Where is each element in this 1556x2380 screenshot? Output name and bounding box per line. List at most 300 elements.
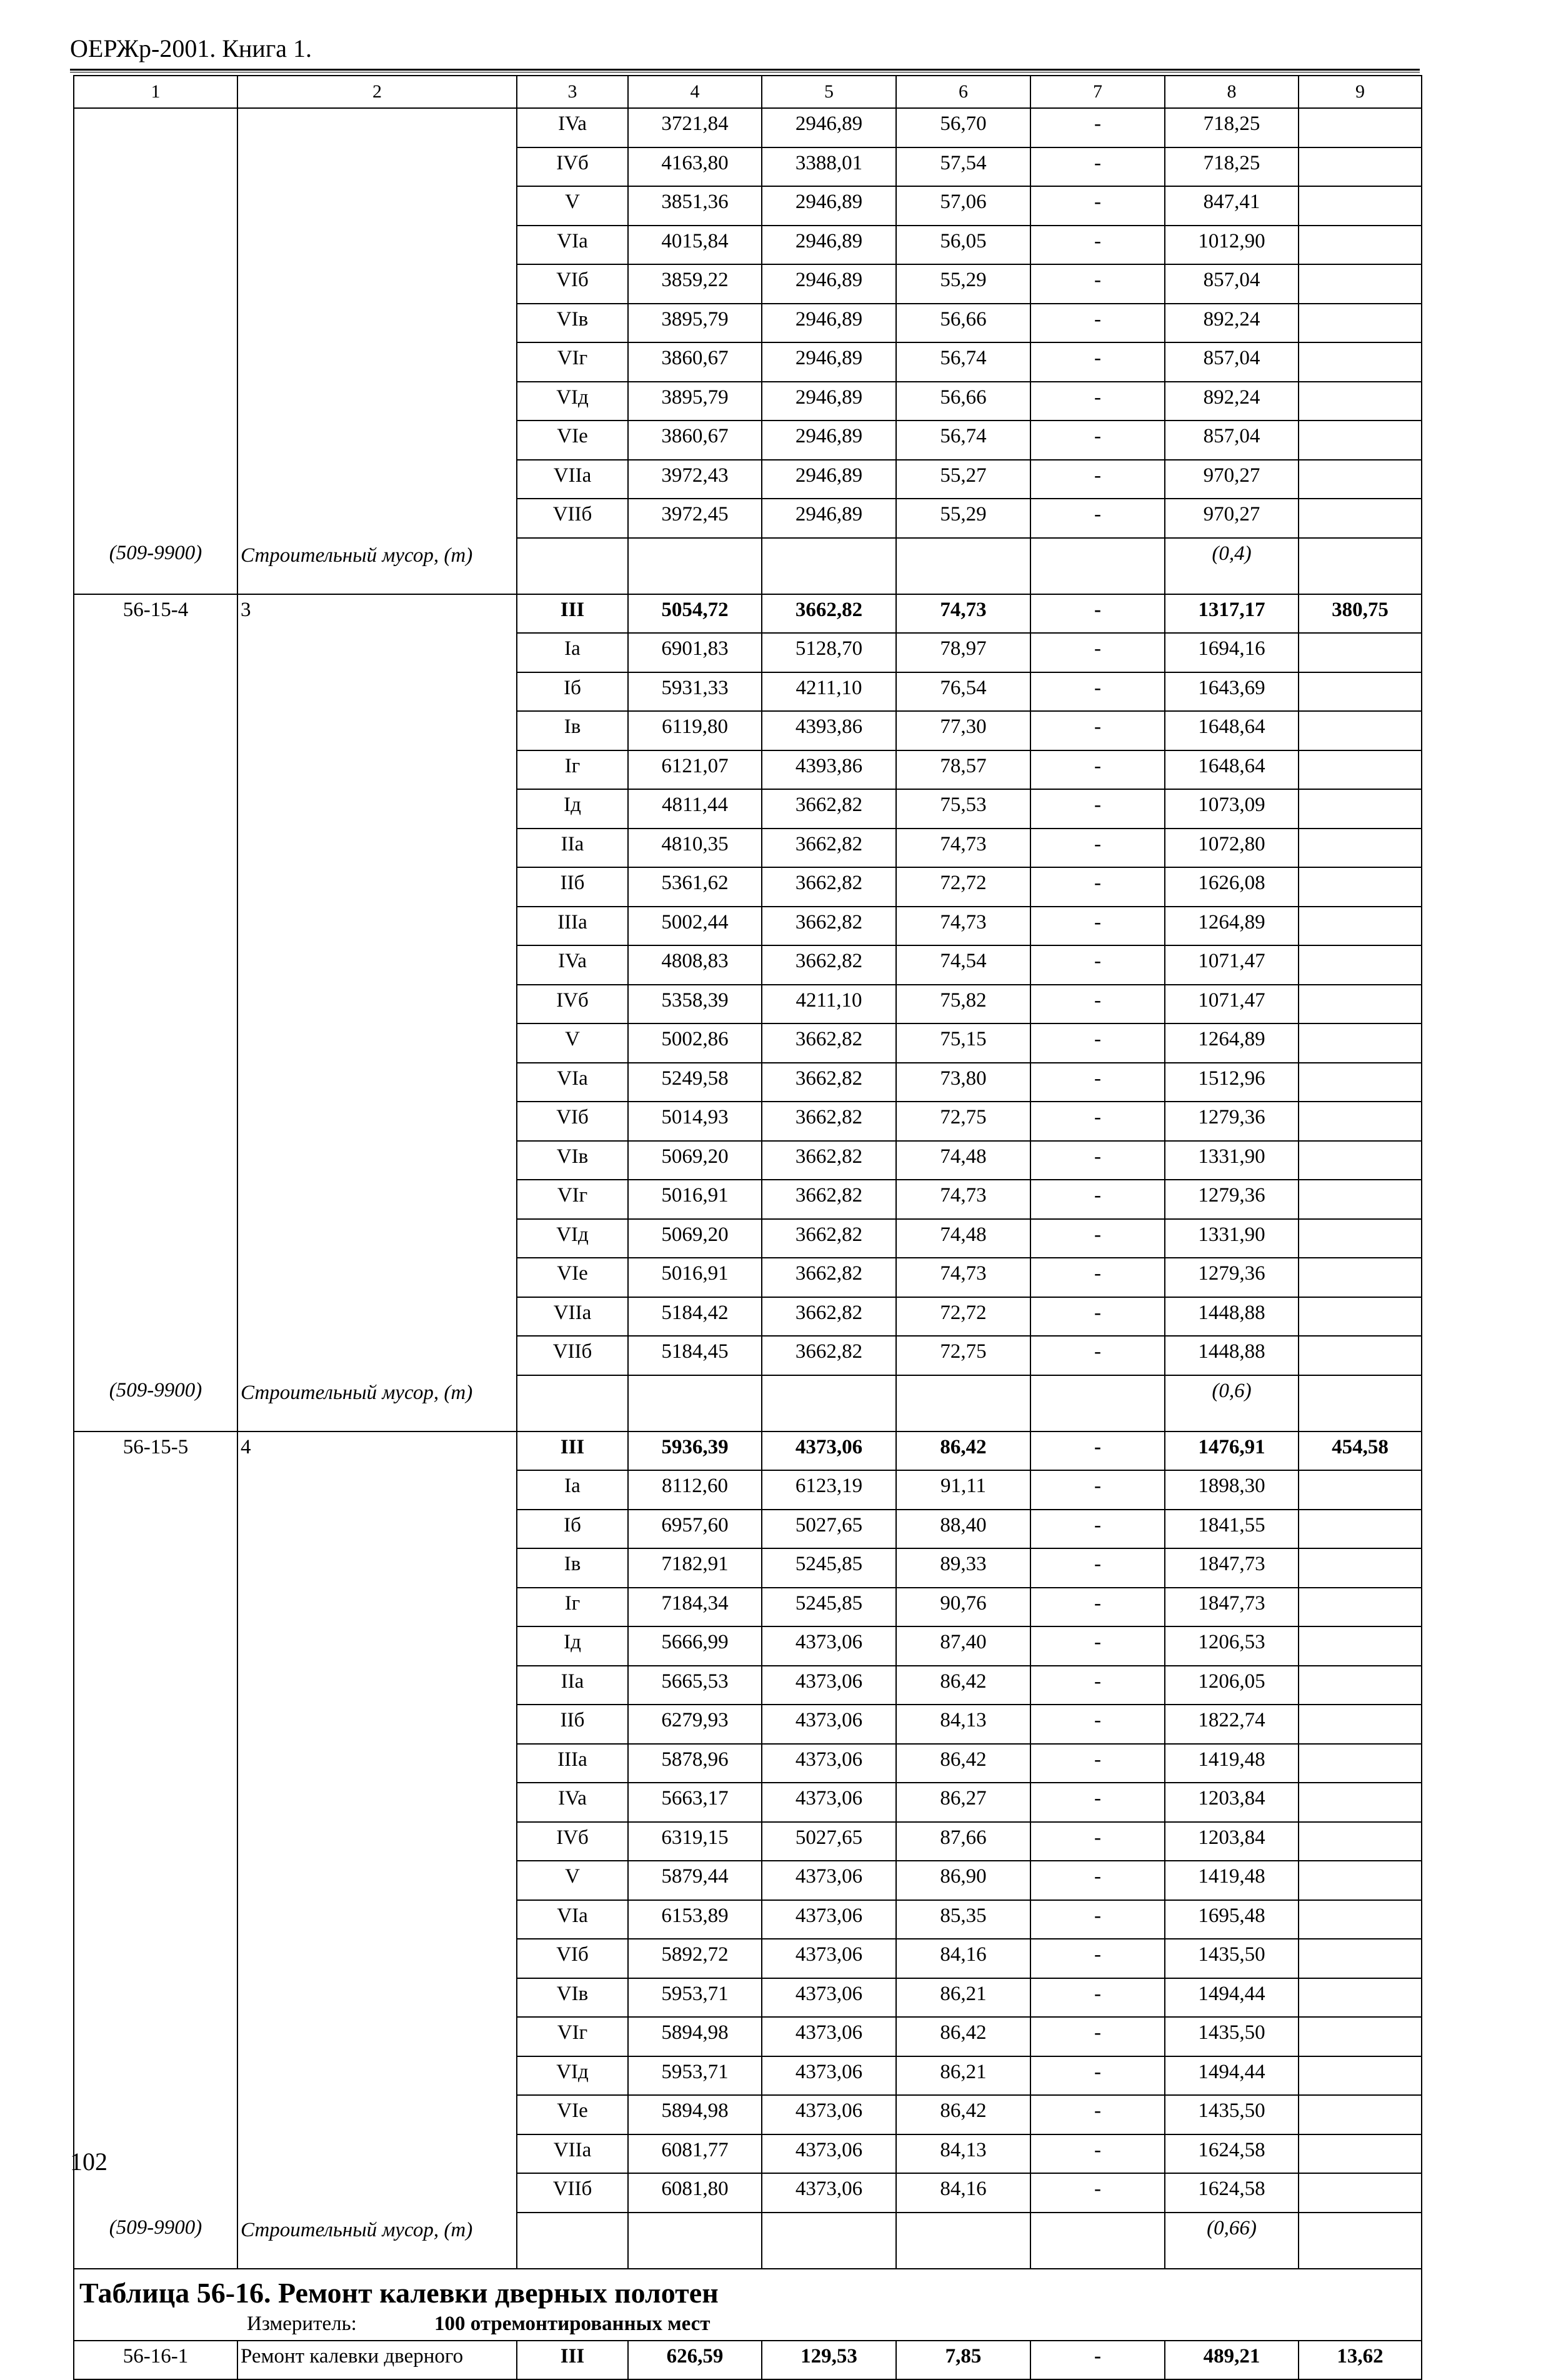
category-cell: Iг <box>517 1588 628 1627</box>
drivers-wages-cell: - <box>1030 2017 1165 2056</box>
rate-row <box>74 2017 1422 2056</box>
wages-cell: 129,53 <box>762 2341 896 2379</box>
total-cost-cell: 5879,44 <box>628 1861 762 1900</box>
wages-cell: 4373,06 <box>762 2017 896 2056</box>
total-cost-cell: 3851,36 <box>628 186 762 226</box>
column-number: 3 <box>517 76 628 108</box>
drivers-wages-cell: - <box>1030 829 1165 868</box>
machines-cell: 72,72 <box>896 867 1030 907</box>
materials-cell: 1494,44 <box>1165 2056 1299 2096</box>
machines-cell: 86,42 <box>896 2095 1030 2134</box>
category-cell: VIe <box>517 1258 628 1297</box>
category-cell: IIб <box>517 867 628 907</box>
wages-cell: 2946,89 <box>762 499 896 538</box>
labor-cell <box>1299 1180 1422 1219</box>
drivers-wages-cell: - <box>1030 1023 1165 1063</box>
category-cell: Iд <box>517 789 628 829</box>
total-cost-cell: 5953,71 <box>628 1978 762 2018</box>
machines-cell: 72,72 <box>896 1297 1030 1337</box>
materials-cell: 1206,05 <box>1165 1666 1299 1705</box>
total-cost-cell: 5249,58 <box>628 1063 762 1102</box>
rate-code-cell <box>74 186 237 226</box>
rate-code-cell <box>74 421 237 460</box>
labor-cell <box>1299 2134 1422 2174</box>
category-cell: VIe <box>517 2095 628 2134</box>
machines-cell: 84,13 <box>896 1705 1030 1744</box>
rate-row <box>74 186 1422 226</box>
wages-cell: 3388,01 <box>762 147 896 187</box>
wages-cell: 4393,86 <box>762 711 896 750</box>
empty-cell <box>896 538 1030 594</box>
drivers-wages-cell: - <box>1030 264 1165 304</box>
machines-cell: 86,42 <box>896 2017 1030 2056</box>
drivers-wages-cell: - <box>1030 1297 1165 1337</box>
wages-cell: 4373,06 <box>762 2095 896 2134</box>
rate-row <box>74 2056 1422 2096</box>
rate-row <box>74 1744 1422 1783</box>
drivers-wages-cell: - <box>1030 304 1165 343</box>
wages-cell: 3662,82 <box>762 1180 896 1219</box>
rate-row <box>74 829 1422 868</box>
rate-code-cell <box>74 147 237 187</box>
materials-cell: 1648,64 <box>1165 711 1299 750</box>
empty-cell <box>1299 1375 1422 1431</box>
wages-cell: 3662,82 <box>762 1102 896 1141</box>
drivers-wages-cell: - <box>1030 633 1165 672</box>
drivers-wages-cell: - <box>1030 907 1165 946</box>
category-cell: VIд <box>517 2056 628 2096</box>
total-cost-cell: 5002,44 <box>628 907 762 946</box>
materials-cell: 892,24 <box>1165 304 1299 343</box>
category-cell: IVб <box>517 985 628 1024</box>
work-name-cell <box>237 147 517 187</box>
materials-cell: 1435,50 <box>1165 2017 1299 2056</box>
machines-cell: 75,53 <box>896 789 1030 829</box>
rate-code-cell <box>74 382 237 421</box>
machines-cell: 87,66 <box>896 1822 1030 1861</box>
machines-cell: 78,97 <box>896 633 1030 672</box>
category-cell: VIг <box>517 1180 628 1219</box>
category-cell: IVa <box>517 1783 628 1822</box>
rate-code-cell <box>74 1900 237 1939</box>
materials-cell: 970,27 <box>1165 499 1299 538</box>
rate-row <box>74 1626 1422 1666</box>
machines-cell: 74,54 <box>896 945 1030 985</box>
total-cost-cell: 3972,45 <box>628 499 762 538</box>
empty-cell <box>517 1375 628 1431</box>
construction-waste-row <box>74 538 1422 594</box>
page-number: 102 <box>70 2148 107 2176</box>
meter-label: Измеритель: <box>247 2312 357 2335</box>
labor-cell <box>1299 1102 1422 1141</box>
work-name-cell <box>237 1180 517 1219</box>
machines-cell: 90,76 <box>896 1588 1030 1627</box>
total-cost-cell: 6153,89 <box>628 1900 762 1939</box>
category-cell: IIIa <box>517 1744 628 1783</box>
total-cost-cell: 5892,72 <box>628 1939 762 1978</box>
drivers-wages-cell: - <box>1030 1705 1165 1744</box>
work-name-cell <box>237 264 517 304</box>
machines-cell: 75,15 <box>896 1023 1030 1063</box>
work-name-cell <box>237 985 517 1024</box>
category-cell: III <box>517 594 628 634</box>
materials-cell: 857,04 <box>1165 342 1299 382</box>
work-name-cell: Ремонт калевки дверного <box>237 2341 517 2379</box>
machines-cell: 78,57 <box>896 750 1030 790</box>
category-cell: Iв <box>517 711 628 750</box>
category-cell: Iб <box>517 672 628 712</box>
rate-row <box>74 1822 1422 1861</box>
rate-row <box>74 1548 1422 1588</box>
rate-row <box>74 711 1422 750</box>
category-cell: VIб <box>517 1102 628 1141</box>
materials-cell: 857,04 <box>1165 421 1299 460</box>
wages-cell: 4373,06 <box>762 1666 896 1705</box>
drivers-wages-cell: - <box>1030 2095 1165 2134</box>
materials-cell: 1206,53 <box>1165 1626 1299 1666</box>
labor-cell <box>1299 1141 1422 1180</box>
rate-row <box>74 1705 1422 1744</box>
category-cell: VIв <box>517 1978 628 2018</box>
category-cell: IVa <box>517 108 628 147</box>
rate-code-cell <box>74 2017 237 2056</box>
machines-cell: 56,70 <box>896 108 1030 147</box>
rate-code-cell <box>74 1666 237 1705</box>
rate-row <box>74 2095 1422 2134</box>
total-cost-cell: 5878,96 <box>628 1744 762 1783</box>
wages-cell: 2946,89 <box>762 304 896 343</box>
total-cost-cell: 5361,62 <box>628 867 762 907</box>
header-rule <box>70 69 1420 71</box>
drivers-wages-cell: - <box>1030 342 1165 382</box>
waste-name-cell: Строительный мусор, (т) <box>237 538 517 594</box>
total-cost-cell: 6081,77 <box>628 2134 762 2174</box>
machines-cell: 7,85 <box>896 2341 1030 2379</box>
machines-cell: 74,73 <box>896 829 1030 868</box>
labor-cell <box>1299 1822 1422 1861</box>
machines-cell: 55,29 <box>896 499 1030 538</box>
wages-cell: 3662,82 <box>762 907 896 946</box>
materials-cell: 1419,48 <box>1165 1744 1299 1783</box>
total-cost-cell: 3895,79 <box>628 382 762 421</box>
labor-cell <box>1299 985 1422 1024</box>
drivers-wages-cell: - <box>1030 460 1165 499</box>
rate-row <box>74 750 1422 790</box>
machines-cell: 84,16 <box>896 2173 1030 2213</box>
work-name-cell <box>237 1939 517 1978</box>
drivers-wages-cell: - <box>1030 789 1165 829</box>
total-cost-cell: 5054,72 <box>628 594 762 634</box>
work-name-cell: 4 <box>237 1431 517 1471</box>
rate-code-cell <box>74 1297 237 1337</box>
work-name-cell <box>237 633 517 672</box>
work-name-cell <box>237 2134 517 2174</box>
rate-code-cell <box>74 1470 237 1510</box>
machines-cell: 73,80 <box>896 1063 1030 1102</box>
labor-cell <box>1299 1900 1422 1939</box>
rate-code-cell <box>74 789 237 829</box>
labor-cell <box>1299 1510 1422 1549</box>
rate-code-cell <box>74 633 237 672</box>
category-cell: Iг <box>517 750 628 790</box>
machines-cell: 74,73 <box>896 1180 1030 1219</box>
labor-cell <box>1299 1258 1422 1297</box>
wages-cell: 3662,82 <box>762 1258 896 1297</box>
total-cost-cell: 7184,34 <box>628 1588 762 1627</box>
category-cell: VIIa <box>517 1297 628 1337</box>
labor-cell <box>1299 226 1422 265</box>
column-number: 8 <box>1165 76 1299 108</box>
rate-code-cell <box>74 945 237 985</box>
work-name-cell <box>237 1666 517 1705</box>
rate-row <box>74 1141 1422 1180</box>
materials-cell: 1648,64 <box>1165 750 1299 790</box>
drivers-wages-cell: - <box>1030 1063 1165 1102</box>
construction-waste-row <box>74 2213 1422 2269</box>
materials-cell: 718,25 <box>1165 108 1299 147</box>
work-name-cell <box>237 1861 517 1900</box>
labor-cell <box>1299 711 1422 750</box>
machines-cell: 86,42 <box>896 1666 1030 1705</box>
total-cost-cell: 5358,39 <box>628 985 762 1024</box>
wages-cell: 6123,19 <box>762 1470 896 1510</box>
materials-cell: 1695,48 <box>1165 1900 1299 1939</box>
materials-cell: 1847,73 <box>1165 1588 1299 1627</box>
rate-row <box>74 1666 1422 1705</box>
materials-cell: 1279,36 <box>1165 1258 1299 1297</box>
wages-cell: 4373,06 <box>762 1978 896 2018</box>
total-cost-cell: 5953,71 <box>628 2056 762 2096</box>
drivers-wages-cell: - <box>1030 867 1165 907</box>
drivers-wages-cell: - <box>1030 186 1165 226</box>
labor-cell <box>1299 382 1422 421</box>
empty-cell <box>1030 1375 1165 1431</box>
machines-cell: 57,06 <box>896 186 1030 226</box>
work-name-cell <box>237 1705 517 1744</box>
column-number: 7 <box>1030 76 1165 108</box>
empty-cell <box>1299 538 1422 594</box>
category-cell: IIa <box>517 829 628 868</box>
rate-row <box>74 226 1422 265</box>
drivers-wages-cell: - <box>1030 1783 1165 1822</box>
wages-cell: 4373,06 <box>762 2134 896 2174</box>
rate-row <box>74 1297 1422 1337</box>
rate-row <box>74 1023 1422 1063</box>
labor-cell <box>1299 1705 1422 1744</box>
empty-cell <box>762 2213 896 2269</box>
rate-row <box>74 2134 1422 2174</box>
rate-row <box>74 1978 1422 2018</box>
materials-cell: 1264,89 <box>1165 907 1299 946</box>
labor-cell <box>1299 1978 1422 2018</box>
rate-code-cell <box>74 1548 237 1588</box>
category-cell: Iб <box>517 1510 628 1549</box>
labor-cell <box>1299 264 1422 304</box>
rate-row <box>74 985 1422 1024</box>
rate-row <box>74 1431 1422 1471</box>
section-title: Таблица 56-16. Ремонт калевки дверных полотен <box>79 2276 719 2309</box>
labor-cell: 13,62 <box>1299 2341 1422 2379</box>
total-cost-cell: 6319,15 <box>628 1822 762 1861</box>
machines-cell: 74,48 <box>896 1219 1030 1258</box>
rate-code-cell <box>74 460 237 499</box>
work-name-cell <box>237 789 517 829</box>
labor-cell <box>1299 789 1422 829</box>
wages-cell: 4211,10 <box>762 985 896 1024</box>
work-name-cell <box>237 1978 517 2018</box>
wages-cell: 3662,82 <box>762 1219 896 1258</box>
labor-cell <box>1299 2173 1422 2213</box>
materials-cell: 1624,58 <box>1165 2134 1299 2174</box>
rate-code-cell <box>74 672 237 712</box>
materials-cell: 847,41 <box>1165 186 1299 226</box>
rate-row <box>74 1510 1422 1549</box>
drivers-wages-cell: - <box>1030 108 1165 147</box>
labor-cell <box>1299 460 1422 499</box>
wages-cell: 3662,82 <box>762 594 896 634</box>
rate-row <box>74 1180 1422 1219</box>
labor-cell <box>1299 1063 1422 1102</box>
wages-cell: 4373,06 <box>762 1900 896 1939</box>
waste-name-cell: Строительный мусор, (т) <box>237 1375 517 1431</box>
category-cell: VIг <box>517 2017 628 2056</box>
total-cost-cell: 626,59 <box>628 2341 762 2379</box>
waste-value-cell: (0,66) <box>1165 2213 1299 2269</box>
labor-cell <box>1299 1783 1422 1822</box>
materials-cell: 1643,69 <box>1165 672 1299 712</box>
rate-code-cell: 56-16-1 <box>74 2341 237 2379</box>
machines-cell: 74,73 <box>896 907 1030 946</box>
labor-cell <box>1299 1297 1422 1337</box>
rate-code-cell <box>74 304 237 343</box>
labor-cell: 454,58 <box>1299 1431 1422 1471</box>
materials-cell: 857,04 <box>1165 264 1299 304</box>
waste-value-cell: (0,6) <box>1165 1375 1299 1431</box>
machines-cell: 84,13 <box>896 2134 1030 2174</box>
machines-cell: 75,82 <box>896 985 1030 1024</box>
total-cost-cell: 5069,20 <box>628 1219 762 1258</box>
rate-row <box>74 945 1422 985</box>
materials-cell: 1476,91 <box>1165 1431 1299 1471</box>
wages-cell: 4373,06 <box>762 1626 896 1666</box>
materials-cell: 1512,96 <box>1165 1063 1299 1102</box>
total-cost-cell: 7182,91 <box>628 1548 762 1588</box>
work-name-cell <box>237 186 517 226</box>
drivers-wages-cell: - <box>1030 750 1165 790</box>
drivers-wages-cell: - <box>1030 985 1165 1024</box>
total-cost-cell: 6081,80 <box>628 2173 762 2213</box>
work-name-cell <box>237 1510 517 1549</box>
materials-cell: 1841,55 <box>1165 1510 1299 1549</box>
total-cost-cell: 5666,99 <box>628 1626 762 1666</box>
rate-code-cell <box>74 1219 237 1258</box>
wages-cell: 4373,06 <box>762 1705 896 1744</box>
work-name-cell <box>237 1336 517 1375</box>
machines-cell: 86,21 <box>896 2056 1030 2096</box>
materials-cell: 1435,50 <box>1165 2095 1299 2134</box>
total-cost-cell: 3721,84 <box>628 108 762 147</box>
machines-cell: 86,42 <box>896 1744 1030 1783</box>
column-number: 1 <box>74 76 237 108</box>
work-name-cell <box>237 1102 517 1141</box>
drivers-wages-cell: - <box>1030 1588 1165 1627</box>
rate-code-cell <box>74 264 237 304</box>
materials-cell: 1624,58 <box>1165 2173 1299 2213</box>
total-cost-cell: 4808,83 <box>628 945 762 985</box>
waste-code-cell: (509-9900) <box>74 2213 237 2269</box>
wages-cell: 4373,06 <box>762 1861 896 1900</box>
materials-cell: 1847,73 <box>1165 1548 1299 1588</box>
category-cell: VIa <box>517 226 628 265</box>
drivers-wages-cell: - <box>1030 1470 1165 1510</box>
rate-code-cell <box>74 499 237 538</box>
drivers-wages-cell: - <box>1030 499 1165 538</box>
work-name-cell <box>237 108 517 147</box>
labor-cell <box>1299 342 1422 382</box>
wages-cell: 3662,82 <box>762 867 896 907</box>
document-header-title: ОЕРЖр-2001. Книга 1. <box>70 34 312 62</box>
total-cost-cell: 4810,35 <box>628 829 762 868</box>
rate-code-cell <box>74 1336 237 1375</box>
category-cell: Ia <box>517 1470 628 1510</box>
rate-code-cell <box>74 1783 237 1822</box>
labor-cell <box>1299 1744 1422 1783</box>
rate-code-cell: 56-15-5 <box>74 1431 237 1471</box>
wages-cell: 4211,10 <box>762 672 896 712</box>
total-cost-cell: 5665,53 <box>628 1666 762 1705</box>
drivers-wages-cell: - <box>1030 2134 1165 2174</box>
rate-row <box>74 108 1422 147</box>
wages-cell: 3662,82 <box>762 1141 896 1180</box>
rate-row <box>74 633 1422 672</box>
total-cost-cell: 3895,79 <box>628 304 762 343</box>
category-cell: VIIa <box>517 2134 628 2174</box>
rate-code-cell <box>74 2173 237 2213</box>
materials-cell: 1279,36 <box>1165 1180 1299 1219</box>
work-name-cell <box>237 1900 517 1939</box>
drivers-wages-cell: - <box>1030 672 1165 712</box>
machines-cell: 74,48 <box>896 1141 1030 1180</box>
materials-cell: 1071,47 <box>1165 985 1299 1024</box>
work-name-cell <box>237 2017 517 2056</box>
total-cost-cell: 4811,44 <box>628 789 762 829</box>
labor-cell <box>1299 2017 1422 2056</box>
drivers-wages-cell: - <box>1030 1666 1165 1705</box>
waste-name-cell: Строительный мусор, (т) <box>237 2213 517 2269</box>
empty-cell <box>762 538 896 594</box>
rate-code-cell <box>74 1258 237 1297</box>
column-number: 2 <box>237 76 517 108</box>
rate-code-cell <box>74 342 237 382</box>
section-title-cell <box>74 2269 1422 2341</box>
wages-cell: 2946,89 <box>762 186 896 226</box>
labor-cell <box>1299 945 1422 985</box>
materials-cell: 1012,90 <box>1165 226 1299 265</box>
category-cell: IVб <box>517 147 628 187</box>
materials-cell: 1898,30 <box>1165 1470 1299 1510</box>
materials-cell: 970,27 <box>1165 460 1299 499</box>
labor-cell <box>1299 1666 1422 1705</box>
machines-cell: 56,66 <box>896 382 1030 421</box>
rate-row <box>74 382 1422 421</box>
rate-code-cell: 56-15-4 <box>74 594 237 634</box>
labor-cell <box>1299 499 1422 538</box>
materials-cell: 1694,16 <box>1165 633 1299 672</box>
materials-cell: 1448,88 <box>1165 1297 1299 1337</box>
category-cell: VIд <box>517 1219 628 1258</box>
category-cell: IVa <box>517 945 628 985</box>
wages-cell: 3662,82 <box>762 1063 896 1102</box>
